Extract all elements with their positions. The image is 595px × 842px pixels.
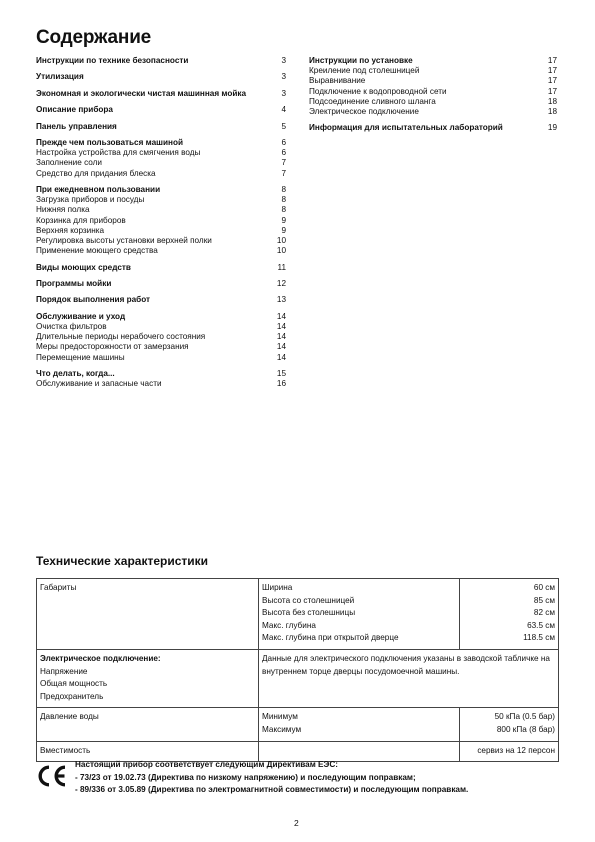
toc-entry-page: 14 xyxy=(276,342,286,352)
toc-entry-title: Инструкции по технике безопасности xyxy=(36,56,189,65)
toc-entry-page: 16 xyxy=(276,379,286,389)
toc-entry xyxy=(36,379,286,389)
toc-entry xyxy=(309,56,557,66)
toc-entry-title: Регулировка высоты установки верхней полки xyxy=(36,235,212,245)
electrical-label: Электрическое подключение: xyxy=(40,653,161,663)
toc-entry-title: Прежде чем пользоваться машиной xyxy=(36,137,184,147)
dimensions-names xyxy=(259,579,460,650)
toc-entry-page: 8 xyxy=(281,195,286,205)
dimension-name: Ширина xyxy=(262,583,293,592)
toc-entry xyxy=(36,332,286,342)
toc-entry xyxy=(36,169,286,179)
toc-entry xyxy=(36,246,286,256)
toc-entry-page: 15 xyxy=(276,368,286,378)
toc-entry-title: Заполнение соли xyxy=(36,158,102,168)
spec-table xyxy=(36,578,559,762)
toc-entry-title: Программы мойки xyxy=(36,278,112,288)
toc-entry-title: Информация для испытательных лабораторий xyxy=(309,123,503,133)
toc-entry-title: Настройка устройства для смягчения воды xyxy=(36,148,201,158)
directive-line: Настоящий прибор соответствует следующим Директивам ЕЭС: xyxy=(75,760,338,769)
directive-line: - 89/336 от 3.05.89 (Директива по электромагнитной совместимости) и последующим поправкам. xyxy=(75,785,469,795)
toc-entry-page: 12 xyxy=(276,278,286,288)
dimension-value: 82 см xyxy=(533,608,555,618)
toc-entry-title: Корзинка для приборов xyxy=(36,215,126,225)
toc-entry-page: 14 xyxy=(276,311,286,321)
water-values xyxy=(460,708,559,741)
toc-entry xyxy=(36,279,286,289)
dimensions-label: Габариты xyxy=(37,579,259,650)
toc-entry-page: 3 xyxy=(281,56,286,65)
toc-entry xyxy=(36,342,286,352)
toc-entry-page: 14 xyxy=(276,321,286,331)
electrical-note: Данные для электрического подключения указаны в заводской табличке на внутреннем торце дверцы посудомоечной машины. xyxy=(259,649,559,707)
toc-entry-title: Что делать, когда... xyxy=(36,368,115,378)
toc-left-column xyxy=(36,56,286,389)
water-max-value: 800 кПа (8 бар) xyxy=(496,724,555,734)
toc-entry-page: 10 xyxy=(276,246,286,256)
toc-entry-page: 3 xyxy=(281,88,286,98)
toc-entry-page: 17 xyxy=(547,86,557,96)
dimension-value: 85 см xyxy=(533,595,555,605)
water-min-value: 50 кПа (0.5 бар) xyxy=(494,712,555,722)
water-label: Давление воды xyxy=(37,708,259,741)
toc-entry-title: Верхняя корзинка xyxy=(36,225,105,235)
toc-entry xyxy=(309,87,557,97)
toc-entry-page: 9 xyxy=(281,225,286,235)
dimensions-values xyxy=(460,579,559,650)
toc-entry xyxy=(309,66,557,76)
capacity-label: Вместимость xyxy=(37,741,259,762)
ce-mark-icon xyxy=(36,764,68,788)
toc-entry-title: Экономная и экологически чистая машинная мойка xyxy=(36,88,247,98)
capacity-value: сервиз на 12 персон xyxy=(460,741,559,762)
toc-entry xyxy=(36,72,286,82)
toc-entry-page: 6 xyxy=(281,137,286,147)
spec-row-water xyxy=(37,708,559,741)
toc-entry-title: Креиление под столешницей xyxy=(309,66,420,76)
toc-entry xyxy=(36,122,286,132)
toc-entry xyxy=(36,236,286,246)
toc-entry-title: Порядок выполнения работ xyxy=(36,295,151,305)
toc-entry-title: Применение моющего средства xyxy=(36,246,158,256)
toc-entry xyxy=(36,216,286,226)
dimension-value: 118.5 см xyxy=(523,633,555,643)
toc-entry-title: Загрузка приборов и посуды xyxy=(36,195,145,205)
toc-entry-page: 3 xyxy=(281,72,286,82)
toc-entry xyxy=(36,195,286,205)
toc-right-column xyxy=(309,56,557,134)
electrical-item: Предохранитель xyxy=(40,691,104,701)
toc-entry-title: Выравнивание xyxy=(309,76,366,86)
toc-entry-title: Длительные периоды нерабочего состояния xyxy=(36,332,206,342)
toc-entry-title: Утилизация xyxy=(36,72,84,82)
water-names xyxy=(259,708,460,741)
dimension-name: Макс. глубина при открытой дверце xyxy=(262,633,399,643)
toc-entry xyxy=(36,185,286,195)
dimension-name: Высота со столешницей xyxy=(262,595,355,605)
water-min-label: Минимум xyxy=(262,712,298,722)
toc-entry xyxy=(309,76,557,86)
electrical-item: Напряжение xyxy=(40,666,88,676)
toc-entry-page: 8 xyxy=(281,184,286,194)
toc-entry-page: 8 xyxy=(281,205,286,215)
dimension-name: Макс. глубина xyxy=(262,620,316,630)
toc-entry-page: 18 xyxy=(547,107,557,117)
toc-entry xyxy=(36,369,286,379)
toc-entry-page: 17 xyxy=(547,76,557,86)
toc-entry-page: 10 xyxy=(276,235,286,245)
toc-entry-title: Подсоединение сливного шланга xyxy=(309,96,436,106)
toc-entry-title: Перемещение машины xyxy=(36,352,125,362)
toc-entry-page: 13 xyxy=(276,295,286,305)
toc-entry-page: 5 xyxy=(281,121,286,131)
toc-entry-title: Инструкции по установке xyxy=(309,56,413,65)
toc-entry xyxy=(36,138,286,148)
toc-entry-title: Обслуживание и запасные части xyxy=(36,379,162,389)
dimension-value: 60 см xyxy=(533,583,555,592)
dimension-name: Высота без столешницы xyxy=(262,608,356,618)
toc-entry-page: 14 xyxy=(276,352,286,362)
toc-entry xyxy=(36,295,286,305)
toc-entry xyxy=(36,312,286,322)
toc-entry xyxy=(309,107,557,117)
toc-entry-title: Средство для придания блеска xyxy=(36,168,156,178)
toc-entry-page: 7 xyxy=(281,168,286,178)
page-number: 2 xyxy=(294,818,299,828)
toc-entry xyxy=(36,226,286,236)
toc-entry-title: Панель управления xyxy=(36,121,117,131)
directives-block xyxy=(75,759,468,797)
toc-entry xyxy=(36,263,286,273)
toc-entry xyxy=(36,56,286,66)
toc-entry-page: 4 xyxy=(281,105,286,115)
toc-entry-page: 9 xyxy=(281,215,286,225)
toc-entry-title: Меры предосторожности от замерзания xyxy=(36,342,189,352)
dimension-value: 63.5 см xyxy=(527,620,555,630)
toc-entry xyxy=(36,89,286,99)
toc-entry xyxy=(36,353,286,363)
toc-entry-page: 17 xyxy=(547,56,557,65)
toc-entry-page: 17 xyxy=(547,66,557,76)
toc-entry-page: 11 xyxy=(277,262,286,272)
toc-entry-title: Нижняя полка xyxy=(36,205,90,215)
toc-entry-page: 14 xyxy=(276,332,286,342)
toc-entry xyxy=(36,322,286,332)
spec-row-electrical xyxy=(37,649,559,707)
toc-entry xyxy=(36,158,286,168)
toc-entry-page: 7 xyxy=(281,158,286,168)
toc-entry xyxy=(309,97,557,107)
toc-entry-title: Обслуживание и уход xyxy=(36,311,126,321)
spec-row-dimensions xyxy=(37,579,559,650)
water-max-label: Максимум xyxy=(262,724,302,734)
page-title: Содержание xyxy=(36,27,152,48)
electrical-cell xyxy=(37,649,259,707)
toc-entry-page: 19 xyxy=(547,123,557,133)
toc-entry xyxy=(36,205,286,215)
toc-entry xyxy=(36,148,286,158)
directive-line: - 73/23 от 19.02.73 (Директива по низкому напряжению) и последующим поправкам; xyxy=(75,772,416,782)
toc-entry xyxy=(309,123,557,133)
toc-entry-title: Электрическое подключение xyxy=(309,107,419,117)
toc-entry-title: Виды моющих средств xyxy=(36,262,131,272)
toc-entry-title: При ежедневном пользовании xyxy=(36,184,161,194)
electrical-item: Общая мощность xyxy=(40,679,108,689)
toc-entry-title: Очистка фильтров xyxy=(36,321,107,331)
toc-entry-page: 6 xyxy=(281,148,286,158)
toc-entry-title: Описание прибора xyxy=(36,105,113,115)
spec-title: Технические характеристики xyxy=(36,554,209,568)
toc-entry-title: Подключение к водопроводной сети xyxy=(309,86,447,96)
toc-entry xyxy=(36,105,286,115)
toc-entry-page: 18 xyxy=(547,96,557,106)
